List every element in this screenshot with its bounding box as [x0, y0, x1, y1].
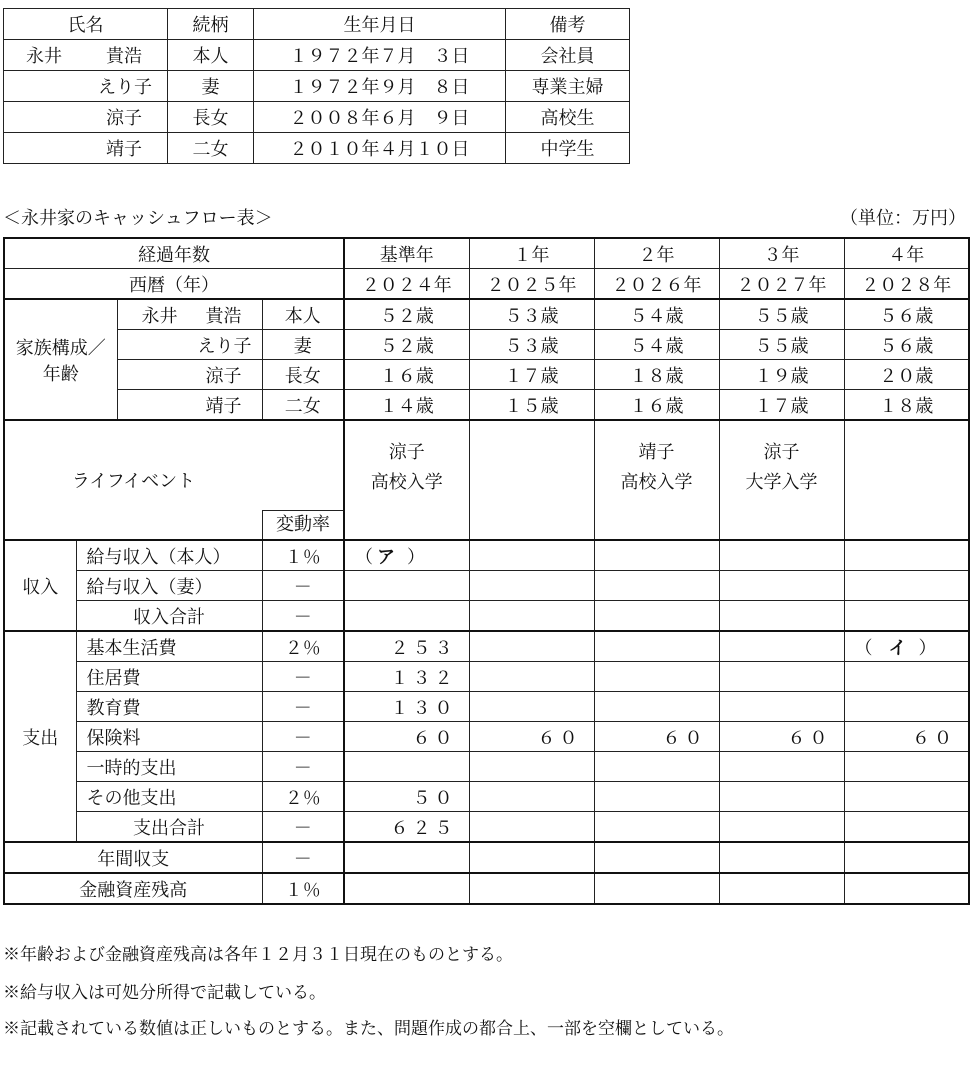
age-cell: ５２歳 — [344, 330, 469, 360]
header-birthdate: 生年月日 — [254, 9, 506, 40]
age-cell: １７歳 — [469, 360, 594, 390]
age-member-relation: 二女 — [262, 390, 344, 421]
expense-value-cell: ５０ — [344, 782, 469, 812]
rate-label-cell — [262, 420, 344, 540]
member-relation: 妻 — [168, 71, 254, 102]
assets-rate: １％ — [262, 873, 344, 904]
member-birthdate: １９７２年７月 ３日 — [254, 40, 506, 71]
expense-row — [4, 722, 969, 752]
income-value-cell — [844, 571, 969, 601]
elapsed-year-cell: ４年 — [844, 238, 969, 269]
income-value-cell — [469, 540, 594, 571]
expense-value-cell — [594, 692, 719, 722]
age-member-name — [117, 330, 262, 360]
expense-item-label: 保険料 — [76, 722, 262, 752]
footnote: ※年齢および金融資産残高は各年１２月３１日現在のものとする。 — [3, 945, 513, 965]
elapsed-year-cell: ２年 — [594, 238, 719, 269]
member-relation: 本人 — [168, 40, 254, 71]
age-cell: １７歳 — [719, 390, 844, 421]
family-row — [4, 133, 630, 164]
life-event-line1: 靖子 — [638, 442, 675, 463]
family-table — [3, 8, 630, 164]
age-cell: １６歳 — [344, 360, 469, 390]
calendar-year-cell: ２０２７年 — [719, 269, 844, 300]
header-note: 備考 — [506, 9, 630, 40]
annual-balance-cell — [469, 842, 594, 873]
age-member-surname: 永井 — [141, 305, 178, 327]
income-row — [4, 601, 969, 632]
income-item-rate: １％ — [262, 540, 344, 571]
family-composition-label-line2: 年齢 — [42, 363, 79, 385]
expense-label: 支出 — [4, 631, 76, 842]
elapsed-years-label: 経過年数 — [4, 238, 344, 269]
expense-value-cell — [844, 752, 969, 782]
expense-item-rate: － — [262, 692, 344, 722]
income-value-cell — [719, 540, 844, 571]
life-event-cell — [719, 420, 844, 540]
expense-value-cell — [719, 752, 844, 782]
calendar-year-row — [4, 269, 969, 300]
expense-value-cell — [844, 812, 969, 843]
member-birthdate: ２０１０年４月１０日 — [254, 133, 506, 164]
member-given: えり子 — [98, 77, 152, 98]
assets-cell — [344, 873, 469, 904]
expense-value-cell — [469, 692, 594, 722]
family-row — [4, 71, 630, 102]
expense-value-cell — [469, 631, 594, 662]
expense-value-cell: ６０ — [344, 722, 469, 752]
member-given: 貴浩 — [106, 46, 142, 67]
age-cell: １６歳 — [594, 390, 719, 421]
expense-value-cell — [719, 631, 844, 662]
income-value-cell — [844, 540, 969, 571]
expense-item-label: 住居費 — [76, 662, 262, 692]
elapsed-year-cell: 基準年 — [344, 238, 469, 269]
age-cell: １８歳 — [594, 360, 719, 390]
income-row — [4, 540, 969, 571]
family-header-row — [4, 9, 630, 40]
member-given: 涼子 — [106, 108, 142, 129]
assets-cell — [469, 873, 594, 904]
expense-item-label: 教育費 — [76, 692, 262, 722]
age-row — [4, 299, 969, 330]
age-member-given: 貴浩 — [205, 305, 242, 327]
expense-total-label: 支出合計 — [76, 812, 262, 843]
age-row — [4, 330, 969, 360]
annual-balance-row — [4, 842, 969, 873]
member-note: 中学生 — [506, 133, 630, 164]
elapsed-years-row — [4, 238, 969, 269]
expense-row — [4, 692, 969, 722]
member-relation: 二女 — [168, 133, 254, 164]
expense-value-cell — [719, 692, 844, 722]
expense-value-cell: ６０ — [469, 722, 594, 752]
elapsed-year-cell: ３年 — [719, 238, 844, 269]
age-cell: ５６歳 — [844, 299, 969, 330]
expense-item-label: 一時的支出 — [76, 752, 262, 782]
member-name — [4, 133, 168, 164]
income-total-label: 収入合計 — [76, 601, 262, 632]
income-value-cell — [719, 601, 844, 632]
cashflow-unit: （単位：万円） — [840, 208, 966, 229]
age-cell: ２０歳 — [844, 360, 969, 390]
blank-a-cell: （ ア ） — [344, 540, 469, 571]
expense-value-cell: ６０ — [719, 722, 844, 752]
expense-value-cell: １３２ — [344, 662, 469, 692]
header-relation: 続柄 — [168, 9, 254, 40]
expense-value-cell — [719, 662, 844, 692]
age-member-name — [117, 390, 262, 421]
expense-value-cell — [844, 662, 969, 692]
annual-balance-cell — [719, 842, 844, 873]
header-name: 氏名 — [4, 9, 168, 40]
expense-value-cell: ６０ — [844, 722, 969, 752]
expense-item-rate: － — [262, 812, 344, 843]
member-name — [4, 71, 168, 102]
income-value-cell — [594, 571, 719, 601]
annual-balance-label: 年間収支 — [4, 842, 262, 873]
age-cell: １５歳 — [469, 390, 594, 421]
expense-row — [4, 752, 969, 782]
cashflow-caption: ＜永井家のキャッシュフロー表＞ — [3, 208, 273, 229]
income-item-rate: － — [262, 571, 344, 601]
income-value-cell — [469, 571, 594, 601]
expense-row — [4, 631, 969, 662]
expense-value-cell — [594, 631, 719, 662]
expense-value-cell — [469, 812, 594, 843]
income-value-cell — [344, 571, 469, 601]
income-value-cell — [469, 601, 594, 632]
rate-label: 変動率 — [262, 510, 343, 539]
expense-value-cell — [594, 662, 719, 692]
age-cell: １８歳 — [844, 390, 969, 421]
expense-item-rate: ２％ — [262, 782, 344, 812]
expense-value-cell — [844, 782, 969, 812]
member-birthdate: １９７２年９月 ８日 — [254, 71, 506, 102]
life-event-line2: 高校入学 — [370, 472, 443, 493]
age-cell: １９歳 — [719, 360, 844, 390]
expense-value-cell — [469, 782, 594, 812]
life-event-label: ライフイベント — [4, 420, 262, 540]
income-item-label: 給与収入（妻） — [76, 571, 262, 601]
cashflow-table — [3, 237, 970, 905]
assets-cell — [844, 873, 969, 904]
expense-row — [4, 812, 969, 843]
expense-item-label: 基本生活費 — [76, 631, 262, 662]
life-event-line1: 涼子 — [388, 442, 425, 463]
life-event-line1: 涼子 — [763, 442, 800, 463]
age-cell: ５３歳 — [469, 299, 594, 330]
age-member-relation: 妻 — [262, 330, 344, 360]
life-event-cell — [844, 420, 969, 540]
age-member-given: 涼子 — [205, 365, 242, 387]
expense-value-cell — [469, 752, 594, 782]
age-cell: ５５歳 — [719, 330, 844, 360]
income-item-rate: － — [262, 601, 344, 632]
calendar-year-label: 西暦（年） — [4, 269, 344, 300]
family-composition-label-line1: 家族構成／ — [15, 337, 106, 359]
age-member-given: えり子 — [197, 335, 252, 357]
expense-value-cell — [594, 752, 719, 782]
age-cell: ５３歳 — [469, 330, 594, 360]
expense-value-cell — [594, 782, 719, 812]
age-row — [4, 390, 969, 421]
expense-value-cell — [344, 752, 469, 782]
member-relation: 長女 — [168, 102, 254, 133]
expense-item-rate: － — [262, 662, 344, 692]
expense-value-cell: ６２５ — [344, 812, 469, 843]
elapsed-year-cell: １年 — [469, 238, 594, 269]
assets-row — [4, 873, 969, 904]
member-given: 靖子 — [106, 139, 142, 160]
member-name — [4, 40, 168, 71]
family-composition-label — [4, 299, 117, 420]
income-value-cell — [344, 601, 469, 632]
expense-row — [4, 662, 969, 692]
life-event-line2: 大学入学 — [745, 472, 818, 493]
expense-value-cell — [719, 782, 844, 812]
assets-cell — [594, 873, 719, 904]
age-cell: ５４歳 — [594, 299, 719, 330]
footnote: ※給与収入は可処分所得で記載している。 — [3, 983, 326, 1003]
income-value-cell — [594, 601, 719, 632]
income-value-cell — [844, 601, 969, 632]
age-cell: １４歳 — [344, 390, 469, 421]
member-note: 専業主婦 — [506, 71, 630, 102]
age-row — [4, 360, 969, 390]
age-cell: ５６歳 — [844, 330, 969, 360]
footnote: ※記載されている数値は正しいものとする。また、問題作成の都合上、一部を空欄としている。 — [3, 1019, 734, 1039]
expense-value-cell — [469, 662, 594, 692]
life-event-cell — [469, 420, 594, 540]
expense-item-label: その他支出 — [76, 782, 262, 812]
family-row — [4, 40, 630, 71]
expense-row — [4, 782, 969, 812]
age-member-relation: 本人 — [262, 299, 344, 330]
expense-value-cell — [844, 692, 969, 722]
age-member-given: 靖子 — [205, 395, 242, 417]
blank-a-marker: ア — [377, 546, 395, 568]
annual-balance-rate: － — [262, 842, 344, 873]
income-label: 収入 — [4, 540, 76, 631]
age-member-name — [117, 299, 262, 330]
income-row — [4, 571, 969, 601]
life-event-row — [4, 420, 969, 540]
age-member-name — [117, 360, 262, 390]
calendar-year-cell: ２０２８年 — [844, 269, 969, 300]
expense-value-cell: ２５３ — [344, 631, 469, 662]
life-event-cell — [344, 420, 469, 540]
blank-i-cell: （ イ ） — [844, 631, 969, 662]
expense-value-cell — [719, 812, 844, 843]
member-surname: 永井 — [26, 46, 62, 67]
member-birthdate: ２００８年６月 ９日 — [254, 102, 506, 133]
blank-i-marker: イ — [888, 637, 907, 659]
expense-value-cell: １３０ — [344, 692, 469, 722]
age-member-relation: 長女 — [262, 360, 344, 390]
member-name — [4, 102, 168, 133]
age-cell: ５５歳 — [719, 299, 844, 330]
income-value-cell — [594, 540, 719, 571]
assets-cell — [719, 873, 844, 904]
income-item-label: 給与収入（本人） — [76, 540, 262, 571]
annual-balance-cell — [344, 842, 469, 873]
annual-balance-cell — [594, 842, 719, 873]
expense-value-cell: ６０ — [594, 722, 719, 752]
annual-balance-cell — [844, 842, 969, 873]
assets-label: 金融資産残高 — [4, 873, 262, 904]
calendar-year-cell: ２０２４年 — [344, 269, 469, 300]
life-event-cell — [594, 420, 719, 540]
calendar-year-cell: ２０２５年 — [469, 269, 594, 300]
member-note: 会社員 — [506, 40, 630, 71]
age-cell: ５４歳 — [594, 330, 719, 360]
age-cell: ５２歳 — [344, 299, 469, 330]
member-note: 高校生 — [506, 102, 630, 133]
income-value-cell — [719, 571, 844, 601]
calendar-year-cell: ２０２６年 — [594, 269, 719, 300]
expense-value-cell — [594, 812, 719, 843]
family-row — [4, 102, 630, 133]
life-event-line2: 高校入学 — [620, 472, 693, 493]
expense-item-rate: ２％ — [262, 631, 344, 662]
expense-item-rate: － — [262, 752, 344, 782]
expense-item-rate: － — [262, 722, 344, 752]
